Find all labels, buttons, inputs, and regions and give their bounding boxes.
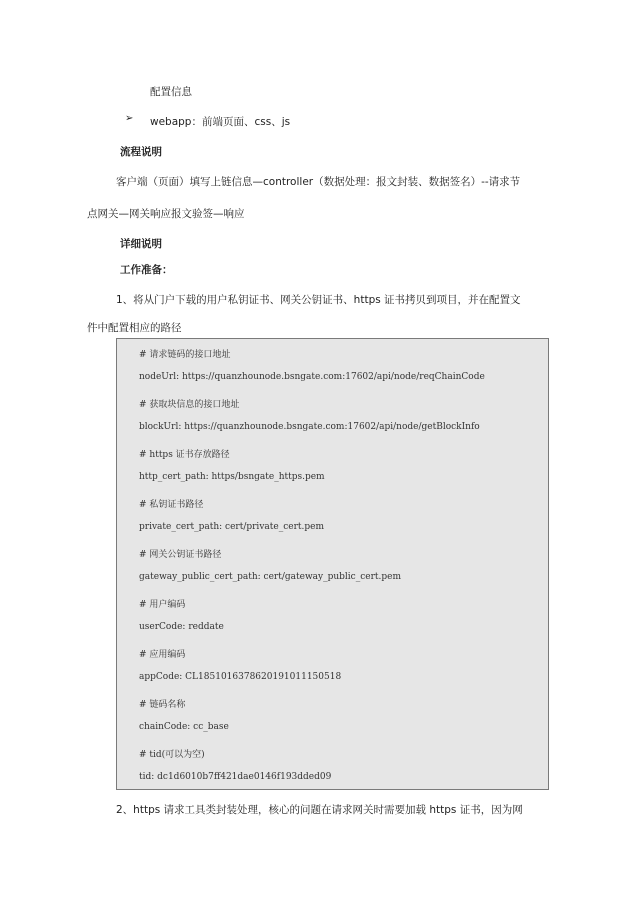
code-line: userCode: reddate	[139, 622, 224, 632]
step2-line-1: 2、https 请求工具类封装处理，核心的问题在请求网关时需要加载 https 证书，因为网	[116, 804, 523, 816]
config-info-text: 配置信息	[150, 86, 192, 98]
code-line: appCode: CL1851016378620191011150518	[139, 672, 342, 682]
code-line: tid: dc1d6010b7ff421dae0146f193dded09	[139, 772, 332, 782]
code-line: # tid(可以为空)	[139, 750, 205, 760]
code-line: chainCode: cc_base	[139, 722, 229, 732]
code-line: private_cert_path: cert/private_cert.pem	[139, 522, 324, 532]
config-code-block	[116, 338, 549, 790]
code-line: # 链码名称	[139, 700, 186, 710]
code-line: # 请求链码的接口地址	[139, 350, 231, 360]
flow-text-line-1: 客户端（页面）填写上链信息—controller（数据处理：报文封装、数据签名）--请求节	[116, 176, 521, 188]
code-line: # 应用编码	[139, 650, 186, 660]
code-line: gateway_public_cert_path: cert/gateway_public_cert.pem	[139, 572, 401, 582]
detail-heading: 详细说明	[120, 238, 162, 250]
step1-line-2: 件中配置相应的路径	[87, 322, 182, 334]
flow-text-line-2: 点网关—网关响应报文验签—响应	[87, 208, 245, 220]
code-line: # 私钥证书路径	[139, 500, 204, 510]
code-line: # https 证书存放路径	[139, 450, 230, 460]
prep-heading: 工作准备：	[120, 264, 173, 276]
flow-heading: 流程说明	[120, 146, 162, 158]
webapp-bullet-text: webapp：前端页面、css、js	[150, 116, 291, 128]
code-line: http_cert_path: https/bsngate_https.pem	[139, 472, 325, 482]
code-line: nodeUrl: https://quanzhounode.bsngate.com:17602/api/node/reqChainCode	[139, 372, 485, 382]
code-line: # 获取块信息的接口地址	[139, 400, 240, 410]
code-line: # 用户编码	[139, 600, 186, 610]
code-line: # 网关公钥证书路径	[139, 550, 222, 560]
bullet-arrow-icon: ➢	[125, 113, 134, 124]
step1-line-1: 1、将从门户下载的用户私钥证书、网关公钥证书、https 证书拷贝到项目，并在配置文	[116, 294, 521, 306]
code-line: blockUrl: https://quanzhounode.bsngate.com:17602/api/node/getBlockInfo	[139, 422, 480, 432]
